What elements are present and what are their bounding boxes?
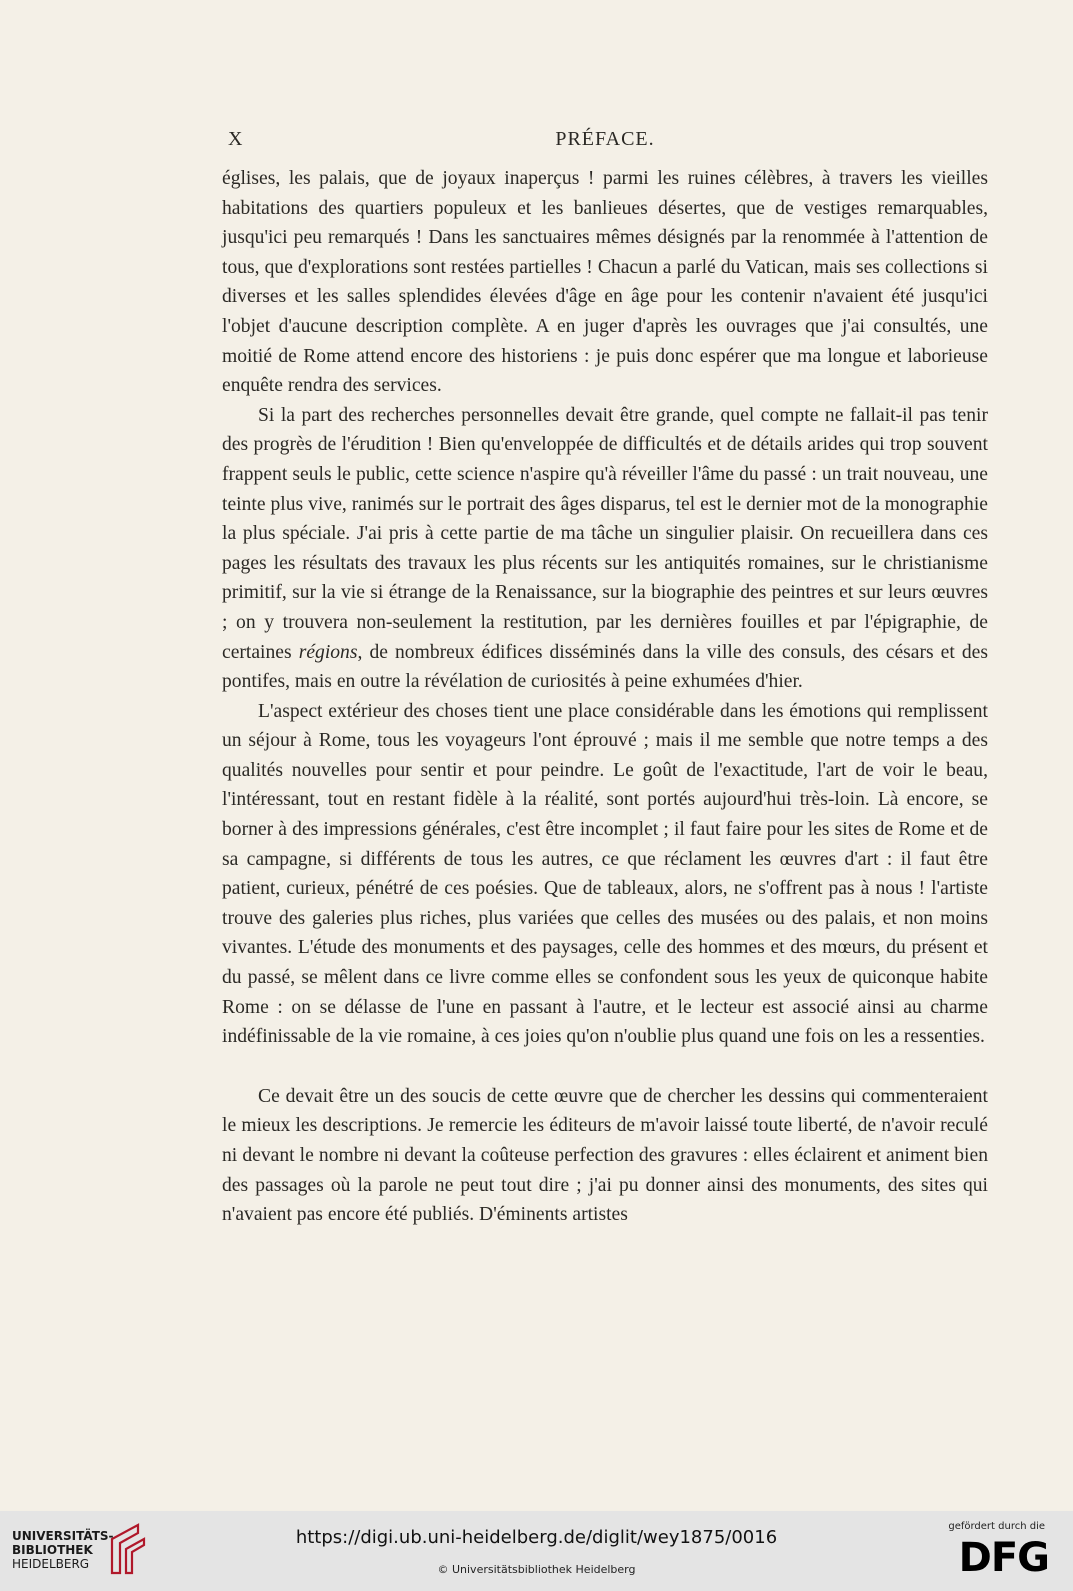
library-logo-line-1: UNIVERSITÄTS- [12, 1529, 114, 1543]
permalink-url[interactable]: https://digi.ub.uni-heidelberg.de/diglit/wey1875/0016 [295, 1527, 778, 1548]
paragraph-1: églises, les palais, que de joyaux inaperçus ! parmi les ruines célèbres, à travers les vieilles habitations des quartiers populeux et les banlieues désertes, que de vestiges remarquables, jusqu'ici peu remarqués ! Dans les sanctuaires mêmes désignés par la renommée à l'attention de tous, que d'explorations sont restées partielles ! Chacun a parlé du Vatican, mais ses collections si diverses et les salles splendides élevées d'âge en âge pour les contenir n'avaient été jusqu'ici l'objet d'aucune description complète. A en juger d'après les ouvrages que j'ai consultés, une moitié de Rome attend encore des historiens : je puis donc espérer que ma longue et laborieuse enquête rendra des services. [222, 168, 988, 397]
running-title: PRÉFACE. [555, 128, 655, 150]
paragraph-2-italic: régions [298, 641, 358, 663]
folio-number: X [228, 128, 244, 150]
library-logo-line-2: BIBLIOTHEK [12, 1543, 93, 1557]
paragraph-3: L'aspect extérieur des choses tient une place considérable dans les émotions qui remplissent un séjour à Rome, tous les voyageurs l'ont éprouvé ; mais il me semble que notre temps a des qualités nouvelles pour sentir et pour peindre. Le goût de l'exactitude, l'art de voir le beau, l'intéressant, tout en restant fidèle à la réalité, sont portés aujourd'hui très-loin. Là encore, se borner à des impressions générales, c'est être incomplet ; il faut faire pour les sites de Rome et de sa campagne, si différents de tous les autres, ce que réclament les œuvres d'art : il faut être patient, curieux, pénétré de ces poésies. Que de tableaux, alors, ne s'offrent pas à nous ! l'artiste trouve des galeries plus riches, plus variées que celles des musées ou des palais, et non moins vivantes. L'étude des monuments et des paysages, celle des hommes et des mœurs, du présent et du passé, se mêlent dans ce livre comme elles se confondent sous les yeux de quiconque habite Rome : on se délasse de l'une en passant à l'autre, et le lecteur est associé ainsi au charme indéfinissable de la vie romaine, à ces joies qu'on n'oublie plus quand une fois on les a ressenties. [222, 700, 988, 1048]
paragraph-2-text: Si la part des recherches personnelles devait être grande, quel compte ne fallait-il pas tenir des progrès de l'érudition ! Bien qu'enveloppée de difficultés et de détails arides qui trop souvent frappent seuls le public, cette science n'aspire qu'à réveiller l'âme du passé : un trait nouveau, une teinte plus vive, ranimés sur le portrait des âges disparus, tel est le dernier mot de la monographie la plus spéciale. J'ai pris à cette partie de ma tâche un singulier plaisir. On recueillera dans ces pages les résultats des travaux les plus récents sur les antiquités romaines, sur le christianisme primitif, sur la vie si étrange de la Renaissance, sur la biographie des peintres et sur leurs œuvres ; on y trouvera non-seulement la restitution, par les dernières fouilles et par l'épigraphie, de certaines [222, 404, 988, 663]
paragraph-4: Ce devait être un des soucis de cette œuvre que de chercher les dessins qui commenteraient le mieux les descriptions. Je remercie les éditeurs de m'avoir laissé toute liberté, de n'avoir reculé ni devant le nombre ni devant la coûteuse perfection des gravures : elles éclairent et animent bien des passages où la parole ne peut tout dire ; j'ai pu donner ainsi des monuments, des sites qui n'avaient pas encore été publiés. D'éminents artistes [222, 1085, 988, 1226]
dfg-logo[interactable]: DFG [958, 1535, 1049, 1581]
paragraph-2-tail: , de nombreux édifices disséminés dans la ville des consuls, des césars et des pontifes, mais en outre la révélation de curiosités à peine exhumées d'hier. [222, 641, 989, 693]
funding-note: gefördert durch die [948, 1521, 1045, 1532]
viewer-footer [0, 1511, 1073, 1591]
body-text [222, 164, 988, 1230]
library-logo-line-3: HEIDELBERG [12, 1557, 90, 1571]
page-header [222, 128, 988, 154]
copyright-notice: © Universitätsbibliothek Heidelberg [437, 1563, 636, 1576]
paragraph-2 [222, 401, 988, 697]
